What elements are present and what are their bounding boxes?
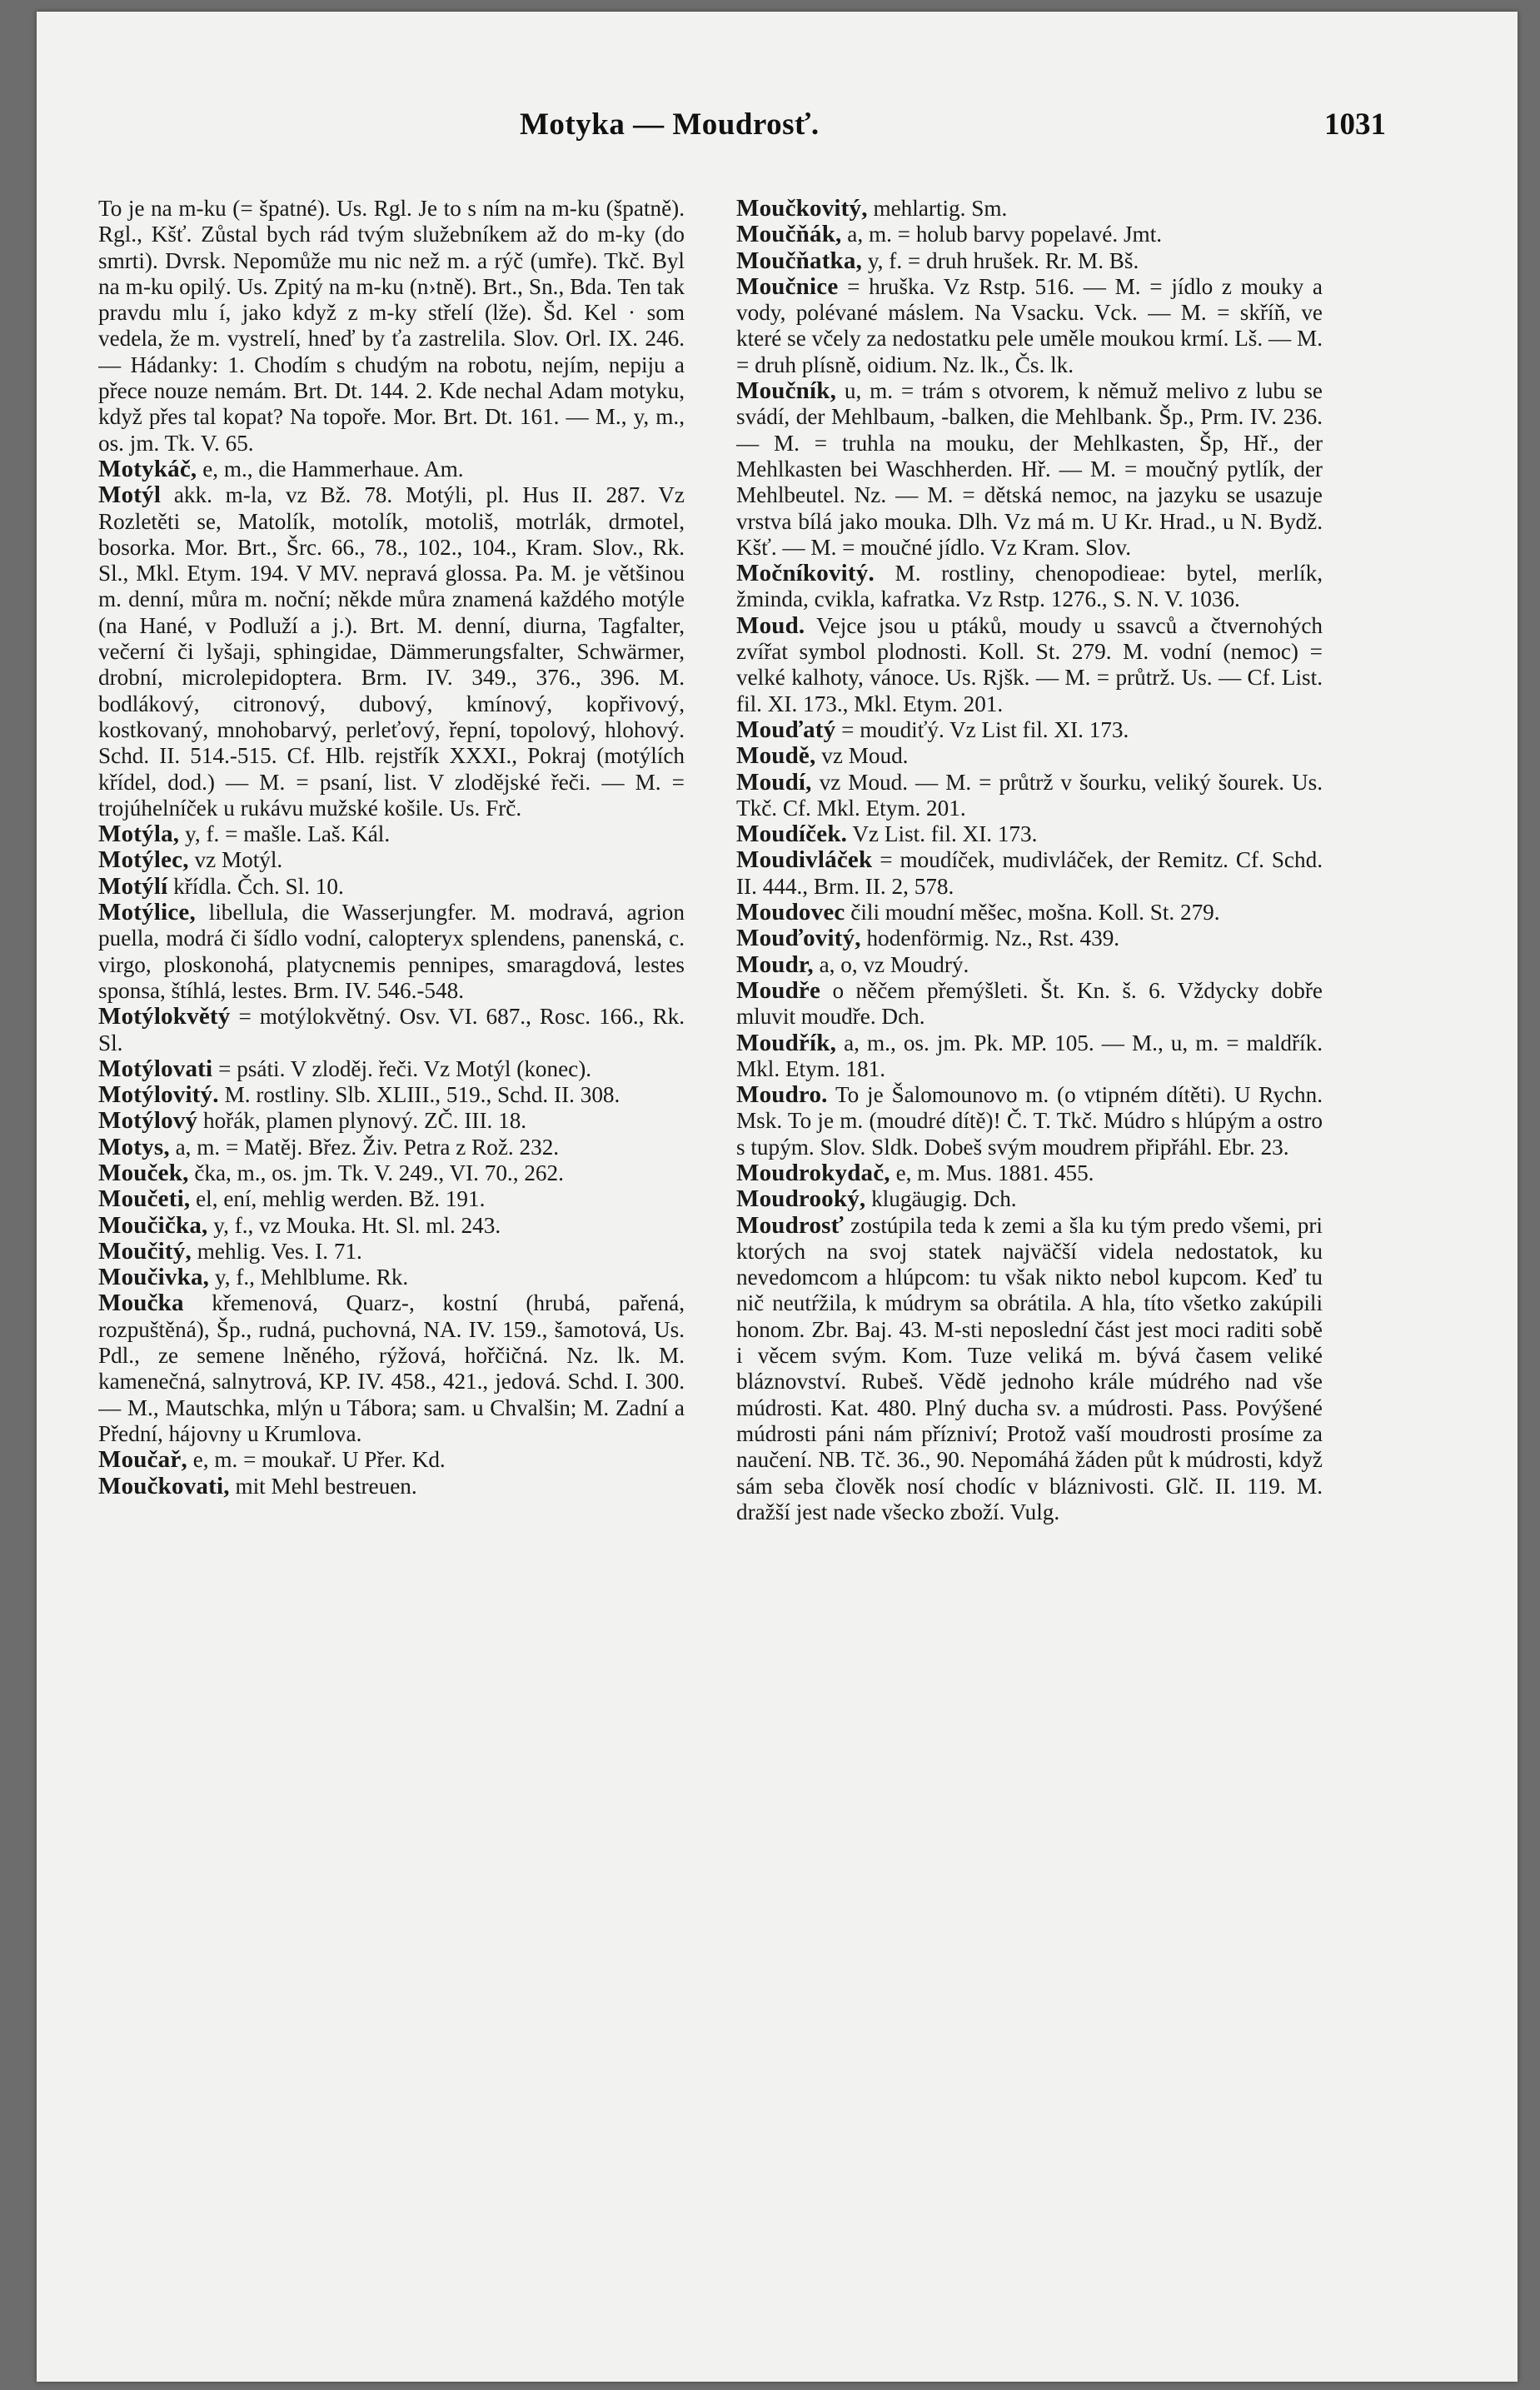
entry-headword: Motýlec, [98,846,189,874]
entry-headword: Moudr, [736,951,814,978]
entry-text: a, m. = holub barvy popelavé. Jmt. [841,222,1163,247]
dictionary-entry [98,1108,685,1134]
dictionary-entry [736,1082,1323,1160]
entry-headword: Moučička, [98,1211,208,1239]
entry-headword: Mouďovitý, [736,925,861,952]
entry-text: e, m., die Hammerhaue. Am. [197,456,464,481]
entry-headword: Moučkovati, [98,1472,230,1499]
dictionary-entry [736,770,1323,822]
entry-text: a, m. = Matěj. Břez. Živ. Petra z Rož. 232. [169,1134,560,1160]
entry-headword: Moučka [98,1290,184,1317]
entry-headword: Motýla, [98,821,180,848]
entry-text: = hruška. Vz Rstp. 516. — M. = jídlo z mouky a vody, polévané máslem. Na Vsacku. Vck. — M. = skříň, ve které se včely za nedostatku pele uměle moukou krmí. Lš. — M. = druh plísně, oidium. Nz. lk., Čs. lk. [736,273,1323,377]
entry-headword: Moudíček. [736,821,848,848]
entry-text: = moudíček, mudivláček, der Remitz. Cf. Schd. II. 444., Brm. II. 2, 578. [736,847,1323,899]
entry-text: a, m., os. jm. Pk. MP. 105. — M., u, m. = maldřík. Mkl. Etym. 181. [736,1030,1323,1081]
entry-headword: Mouček, [98,1159,189,1186]
dictionary-entry [98,1135,685,1160]
entry-text: čka, m., os. jm. Tk. V. 249., VI. 70., 262. [188,1160,564,1185]
dictionary-entry [736,900,1323,926]
entry-headword: Motýlovitý. [98,1081,219,1109]
entry-headword: Motýlovati [98,1055,213,1082]
dictionary-entry [736,952,1323,978]
dictionary-entry [736,222,1323,247]
entry-headword: Motýlice, [98,899,196,926]
dictionary-entry [736,1213,1323,1526]
dictionary-entry [98,1004,685,1056]
dictionary-entry [736,1160,1323,1186]
entry-text: M. rostliny. Slb. XLIII., 519., Schd. II. 308. [218,1082,620,1108]
left-column [98,196,685,2312]
entry-text: = psáti. V zloděj. řeči. Vz Motýl (konec). [212,1055,592,1081]
dictionary-entry [736,378,1323,561]
entry-text: M. rostliny, chenopodieae: bytel, merlík, žminda, cvikla, kafratka. Vz Rstp. 1276., S. N. V. 1036. [736,561,1323,612]
entry-text: klugäugig. Dch. [865,1186,1017,1212]
dictionary-entry [98,1213,685,1239]
entry-headword: Moučkovitý, [736,196,868,222]
dictionary-entry [736,926,1323,951]
entry-headword: Moučnice [736,272,839,300]
entry-headword: Mouďatý [736,716,836,743]
entry-text: zostúpila teda k zemi a šla ku tým predo všemi, pri ktorých na svoj statek najväčší videla nedostatok, ku nevedomcom a hlúpcom: tu však nikto nebol kupcom. Keď tu nič neutŕžila, k múdrym sa obrátila. A hla, títo všetko zakúpili honom. Zbr. Baj. 43. M-sti neposlední část jest moci raditi sobě i věcem svým. Kom. Tuze veliká m. bývá časem veliké bláznovství. Rubeš. Vědě jednoho krále múdrého nad vše múdrosti. Kat. 480. Plný ducha sv. a múdrosti. Pass. Povýšené múdrosti páni nám přízniví; Protož vaší moudrosti prosíme za naučení. NB. Tč. 36., 90. Nepomáhá žáden půt k múdrosti, když sám seba člověk nosí chodíc v bláznivosti. Glč. II. 119. M. dražší jest nade všecko zboží. Vulg. [736,1212,1323,1524]
entry-headword: Moučňatka, [736,247,863,274]
entry-headword: Moudřík, [736,1029,837,1056]
dictionary-entry [736,847,1323,900]
entry-headword: Moudro. [736,1081,828,1109]
dictionary-entry [736,821,1323,847]
entry-headword: Motýlový [98,1107,198,1135]
entry-headword: Motýlokvětý [98,1003,231,1030]
dictionary-entry [98,482,685,821]
entry-text: y, f. = druh hrušek. Rr. M. Bš. [862,247,1139,273]
entry-headword: Moučivka, [98,1264,210,1291]
dictionary-entry [736,978,1323,1030]
entry-headword: Motys, [98,1133,170,1160]
entry-headword: Moudrosť [736,1211,844,1239]
entry-text: o něčem přemýšleti. Št. Kn. š. 6. Vždycky dobře mluvit moudře. Dch. [736,977,1323,1030]
entry-headword: Moudí, [736,768,812,796]
entry-headword: Močníkovitý. [736,560,875,587]
entry-text: libellula, die Wasserjungfer. M. modravá, agrion puella, modrá či šídlo vodní, calopteryx splendens, panenská, c. virgo, ploskonohá, platycnemis pennipes, smaragdová, lestes sponsa, štíhlá, lestes. Brm. IV. 546.-548. [98,900,685,1003]
entry-headword: Moudrooký, [736,1185,866,1213]
entry-headword: Moučař, [98,1446,187,1474]
dictionary-entry [98,874,685,900]
entry-text: vz Moud. — M. = průtrž v šourku, veliký šourek. Us. Tkč. Cf. Mkl. Etym. 201. [736,769,1323,821]
entry-text: y, f. = mašle. Laš. Kál. [179,821,391,847]
entry-headword: Moučňák, [736,221,842,248]
entry-headword: Moučitý, [98,1237,192,1265]
entry-text: mehlig. Ves. I. 71. [191,1238,362,1264]
entry-text: hořák, plamen plynový. ZČ. III. 18. [197,1108,527,1134]
dictionary-entry [98,1239,685,1265]
entry-text: čili moudní měšec, mošna. Koll. St. 279. [845,900,1220,926]
entry-text: Vz List. fil. XI. 173. [847,821,1038,847]
dictionary-entry [98,457,685,482]
entry-text: = moudiťý. Vz List fil. XI. 173. [835,716,1129,742]
entry-headword: Moudě, [736,742,816,770]
entry-text: e, m. = moukař. U Přer. Kd. [187,1447,446,1473]
entry-text: mehlartig. Sm. [867,196,1008,221]
dictionary-entry [98,1186,685,1212]
entry-text: a, o, vz Moudrý. [813,951,969,977]
entry-text: křemenová, Quarz-, kostní (hrubá, pařená, rozpuštěná), Šp., rudná, puchovná, NA. IV. 159., šamotová, Us. Pdl., ze semene lněného, rýžová, hořčičná. Nz. lk. M. kamenečná, salnytrová, KP. IV. 458., 421., jedová. Schd. I. 300. — M., Mautschka, mlýn u Tábora; sam. u Chvalšin; M. Zadní a Přední, hájovny u Krumlova. [98,1290,685,1446]
entry-text: vz Moud. [815,743,909,769]
entry-headword: Motýlí [98,872,168,900]
dictionary-entry [736,743,1323,769]
dictionary-entry [736,1030,1323,1083]
dictionary-entry [98,900,685,1004]
entry-text: = motýlokvětný. Osv. VI. 687., Rosc. 166., Rk. Sl. [98,1004,685,1055]
running-title: Motyka — Moudrosť. [520,107,820,142]
entry-text: mit Mehl bestreuen. [229,1473,417,1499]
entry-text: akk. m-la, vz Bž. 78. Motýli, pl. Hus II. 287. Vz Rozletěti se, Matolík, motolík, motoliš, motrlák, drmotel, bosorka. Mor. Brt., Šrc. 66., 78., 102., 104., Kram. Slov., Rk. Sl., Mkl. Etym. 194. V MV. nepravá glossa. Pa. M. je většinou m. denní, můra m. noční; někde můra znamená každého motýle (na Hané, v Podluží a j.). Brt. M. denní, diurna, Tagfalter, večerní či lyšaji, sphingidae, Dämmerungsfalter, Schwärmer, drobní, microlepidoptera. Brm. IV. 349., 376., 396. M. bodlákový, citronový, dubový, kmínový, kopřivový, kostkovaný, mnohobarvý, perleťový, řepní, topolový, hlohový. Schd. II. 514.-515. Cf. Hlb. rejstřík XXXI., Pokraj (motýlích křídel, dod.) — M. = psaní, list. V zlodějské řeči. — M. = trojúhelníček u rukávu mužské košile. Us. Frč. [98,482,685,821]
dictionary-entry [98,196,685,457]
dictionary-entry [98,1056,685,1082]
entry-text: Vejce jsou u ptáků, moudy u ssavců a čtvernohých zvířat symbol plodnosti. Koll. St. 279. M. vodní (nemoc) = velké kalhoty, vánoce. Us. Rjšk. — M. = průtrž. Us. — Cf. List. fil. XI. 173., Mkl. Etym. 201. [736,612,1323,716]
dictionary-entry [736,717,1323,743]
entry-text: To je Šalomounovo m. (o vtipném dítěti). U Rychn. Msk. To je m. (moudré dítě)! Č. T. Tkč. Múdro s hlúpým a ostro s tupým. Slov. Sldk. Dobeš svým moudrem připřáhl. Ebr. 23. [736,1082,1323,1160]
entry-headword: Moudrokydač, [736,1159,890,1186]
dictionary-entry [98,1265,685,1290]
dictionary-entry [98,821,685,847]
dictionary-entry [736,196,1323,222]
entry-text: u, m. = trám s otvorem, k němuž melivo z lubu se svádí, der Mehlbaum, -balken, die Mehlbank. Šp., Prm. IV. 236. — M. = truhla na mouku, der Mehlkasten, Šp, Hř., der Mehlkasten bei Waschherden. Hř. — M. = moučný pytlík, der Mehlbeutel. Nz. — M. = dětská nemoc, na jazyku se usazuje vrstva bílá jako mouka. Dlh. Vz má m. U Kr. Hrad., u N. Bydž. Kšť. — M. = moučné jídlo. Vz Kram. Slov. [736,378,1323,560]
entry-text: el, ení, mehlig werden. Bž. 191. [190,1186,486,1212]
entry-headword: Motykáč, [98,455,197,482]
entry-text: křídla. Čch. Sl. 10. [167,873,344,899]
dictionary-entry [98,1290,685,1447]
dictionary-entry [736,561,1323,613]
dictionary-entry [98,847,685,873]
entry-text: y, f., Mehlblume. Rk. [209,1265,409,1290]
dictionary-entry [736,248,1323,274]
entry-headword: Moudivláček [736,846,873,874]
dictionary-entry [736,274,1323,378]
entry-text: To je na m-ku (= špatné). Us. Rgl. Je to s ním na m-ku (špatně). Rgl., Kšť. Zůstal bych rád tvým služebníkem až do m-ky (do smrti). Dvrsk. Nepomůže mu nic než m. a rýč (umře). Tkč. Byl na m-ku opilý. Us. Zpitý na m-ku (n›tně). Brt., Sn., Bda. Ten tak pravdu mlu í, jako když z m-ky střelí (lže). Šd. Kel · som vedela, že m. vystrelí, hneď by ťa zastrelila. Slov. Orl. IX. 246. — Hádanky: 1. Chodím s chudým na robotu, nejím, nepiju a přece nouze nemám. Brt. Dt. 144. 2. Kde nechal Adam motyku, když přes tal kopat? Na topoře. Mor. Brt. Dt. 161. — M., y, m., os. jm. Tk. V. 65. [98,196,685,456]
entry-headword: Moud. [736,611,805,639]
dictionary-entry [98,1474,685,1499]
right-column [736,196,1323,2312]
entry-text: vz Motýl. [188,847,283,873]
entry-headword: Motýl [98,481,162,509]
dictionary-entry [98,1082,685,1108]
page-header [62,107,1386,152]
entry-headword: Moučeti, [98,1185,191,1213]
dictionary-entry [736,613,1323,717]
page-number: 1031 [1324,107,1386,142]
dictionary-entry [736,1186,1323,1212]
entry-text: e, m. Mus. 1881. 455. [890,1160,1094,1185]
entry-text: y, f., vz Mouka. Ht. Sl. ml. 243. [207,1212,501,1238]
entry-headword: Moučník, [736,377,837,405]
dictionary-entry [98,1160,685,1186]
entry-text: hodenförmig. Nz., Rst. 439. [860,926,1120,951]
entry-headword: Moudovec [736,899,845,926]
dictionary-entry [98,1447,685,1473]
entry-headword: Moudře [736,976,821,1004]
